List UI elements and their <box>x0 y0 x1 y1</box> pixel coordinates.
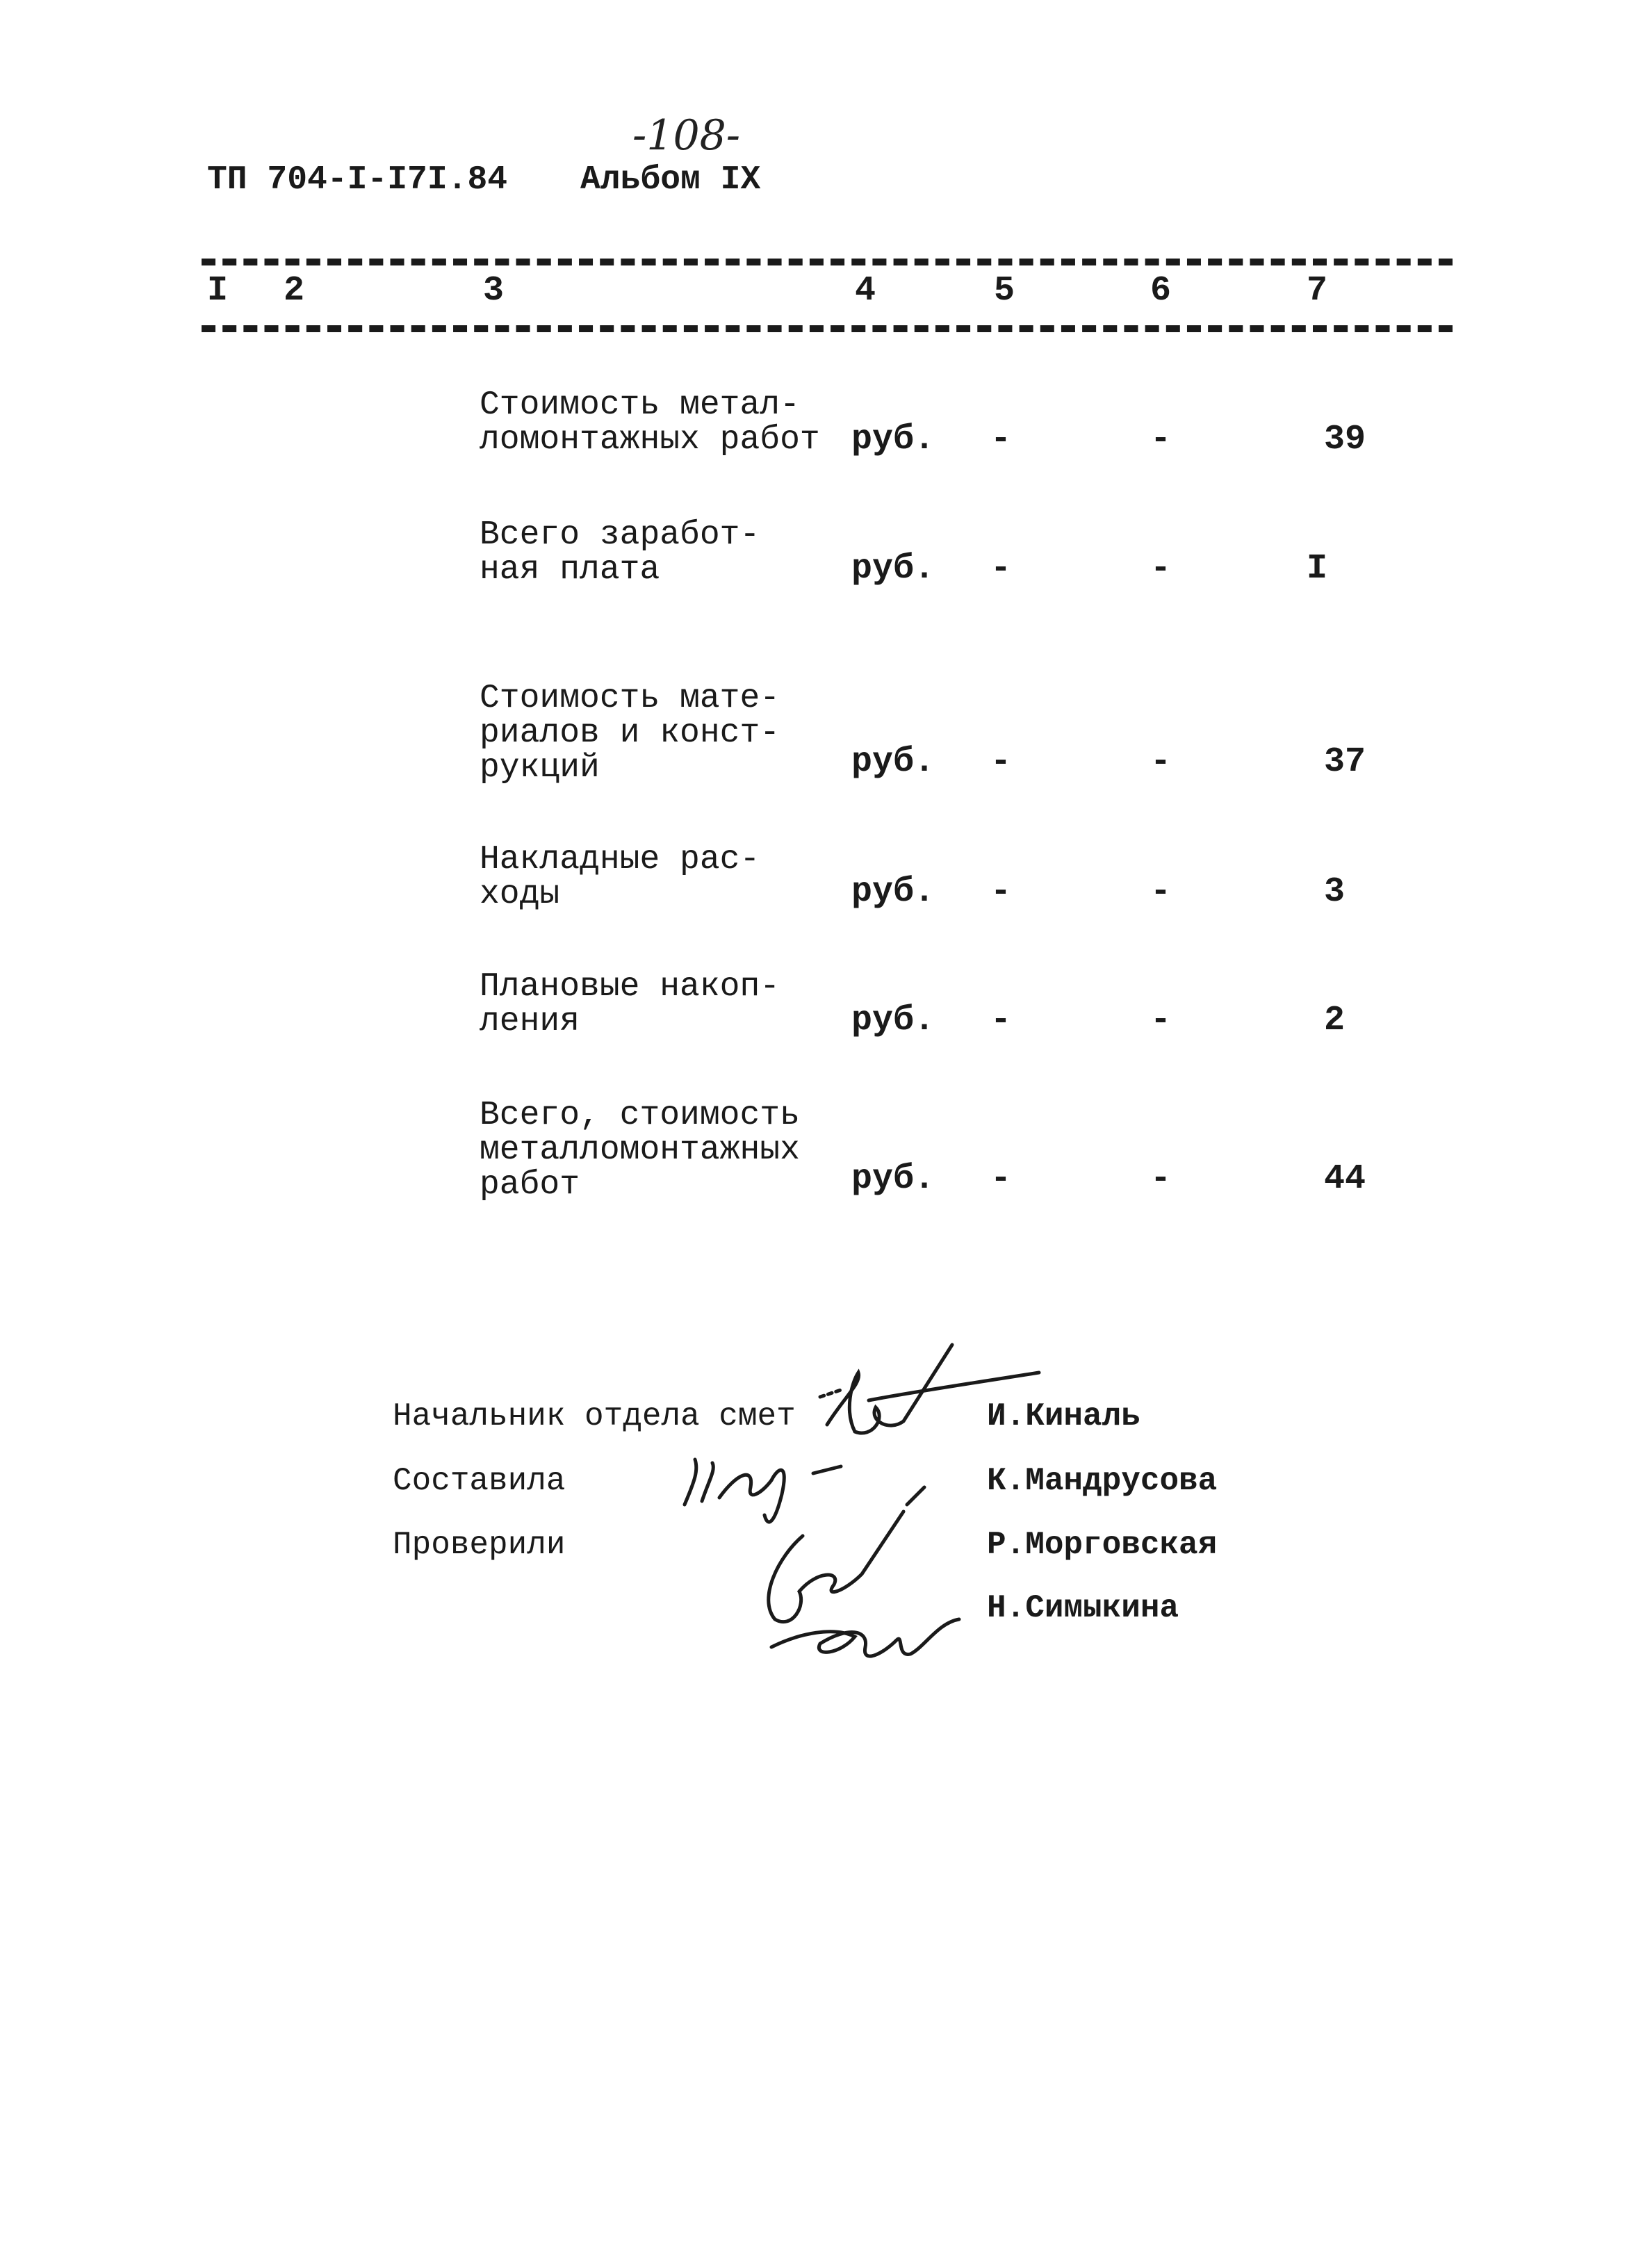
page-number: -108- <box>632 111 741 160</box>
dash-cell: - <box>1150 1001 1172 1040</box>
signature-role-checked: Проверили <box>393 1527 566 1563</box>
table-row-label: Всего заработ- ная плата <box>480 516 760 589</box>
unit-cell: руб. <box>851 742 935 782</box>
column-number-6: 6 <box>1150 271 1172 311</box>
value-cell: 3 <box>1324 872 1346 912</box>
dash-cell: - <box>1150 742 1172 782</box>
table-row-label: Накладные рас- ходы <box>480 841 760 913</box>
signature-name-4: Н.Симыкина <box>987 1590 1179 1626</box>
unit-cell: руб. <box>851 1001 935 1040</box>
table-row-label: Плановые накоп- ления <box>480 968 780 1040</box>
dash-cell: - <box>990 1159 1012 1199</box>
signature-mark-4 <box>771 1619 959 1656</box>
dash-cell: - <box>990 549 1012 589</box>
dash-cell: - <box>990 1001 1012 1040</box>
album-label: Альбом IX <box>580 161 761 199</box>
dash-cell: - <box>990 420 1012 459</box>
unit-cell: руб. <box>851 1159 935 1199</box>
signature-name-1: И.Киналь <box>987 1398 1140 1434</box>
table-row-label: Стоимость метал- ломонтажных работ <box>480 386 820 459</box>
document-code: ТП 704-I-I7I.84 <box>207 161 508 199</box>
unit-cell: руб. <box>851 872 935 912</box>
dash-cell: - <box>1150 1159 1172 1199</box>
value-cell: 37 <box>1324 742 1366 782</box>
column-number-1: I <box>207 271 229 311</box>
dash-cell: - <box>1150 549 1172 589</box>
dash-cell: - <box>1150 420 1172 459</box>
value-cell: I <box>1307 549 1328 589</box>
unit-cell: руб. <box>851 420 935 459</box>
value-cell: 44 <box>1324 1159 1366 1199</box>
column-number-7: 7 <box>1307 271 1328 311</box>
signature-name-3: Р.Морговская <box>987 1527 1218 1563</box>
table-row-label: Стоимость мате- риалов и конст- рукций <box>480 680 780 787</box>
column-number-4: 4 <box>855 271 876 311</box>
column-number-3: 3 <box>483 271 505 311</box>
signature-role-compiled: Составила <box>393 1463 566 1499</box>
value-cell: 2 <box>1324 1001 1346 1040</box>
unit-cell: руб. <box>851 549 935 589</box>
table-row-label: Всего, стоимость металломонтажных работ <box>480 1097 800 1204</box>
dash-cell: - <box>990 742 1012 782</box>
dash-cell: - <box>1150 872 1172 912</box>
dash-cell: - <box>990 872 1012 912</box>
signature-mark-2 <box>685 1459 784 1522</box>
signature-mark-3 <box>769 1512 903 1622</box>
column-number-2: 2 <box>284 271 305 311</box>
signature-role-head: Начальник отдела смет <box>393 1398 796 1434</box>
value-cell: 39 <box>1324 420 1366 459</box>
signature-name-2: К.Мандрусова <box>987 1463 1218 1499</box>
column-number-5: 5 <box>994 271 1015 311</box>
